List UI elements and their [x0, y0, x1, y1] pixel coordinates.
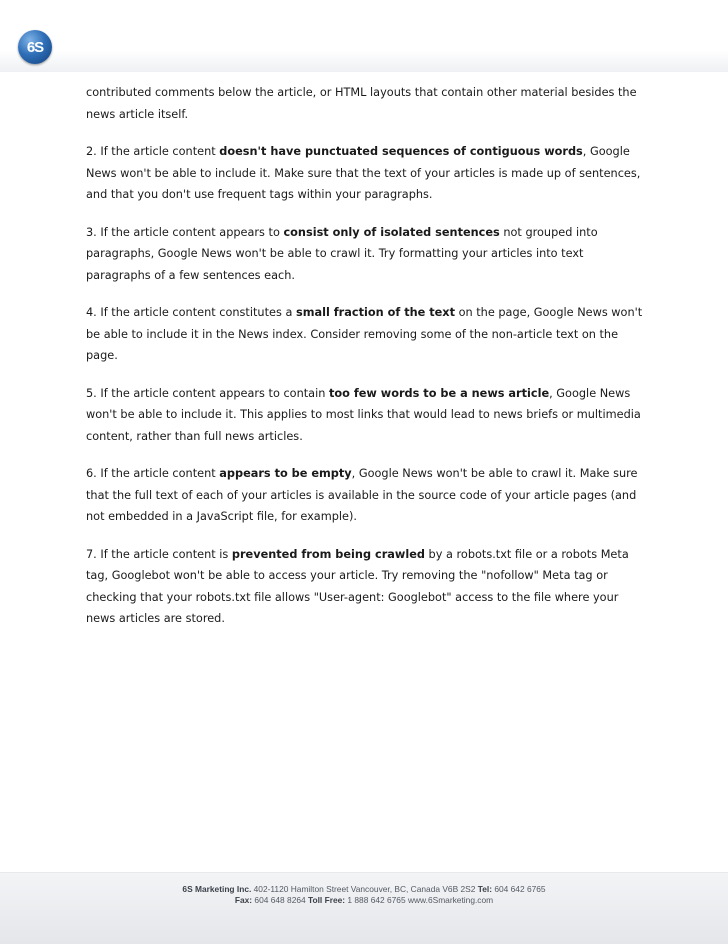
- company-logo: [18, 30, 52, 64]
- footer-fax: 604 648 8264: [252, 895, 308, 905]
- emphasis-text: prevented from being crawled: [231, 547, 425, 561]
- footer-fax-label: Fax:: [234, 895, 253, 905]
- logo-text: 6S: [26, 38, 44, 56]
- paragraph-text: contributed comments below the article, or HTML layouts that contain other material besides the news article itself.: [86, 86, 637, 121]
- paragraph-text: by a robots.txt file or a robots Meta tag, Googlebot won't be able to access your article. Try removing the "nofollow" Meta tag or checking that your robots.txt file allows "User-agent: Googlebot" access to the file where your news articles are stored.: [86, 547, 629, 625]
- footer-tel-label: Tel:: [477, 884, 493, 894]
- paragraph-6: [86, 463, 648, 528]
- footer-tollfree-label: Toll Free:: [308, 895, 346, 905]
- paragraph-4: [86, 302, 648, 367]
- paragraph-text: , Google News won't be able to crawl it. Make sure that the full text of each of your articles is available in the source code of your article pages (and not embedded in a JavaScript file, for example).: [86, 467, 638, 523]
- paragraph-text: 6. If the article content: [86, 467, 220, 480]
- emphasis-text: doesn't have punctuated sequences of contiguous words: [219, 145, 583, 158]
- paragraph-2: [86, 141, 648, 206]
- footer-address: 402-1120 Hamilton Street Vancouver, BC, Canada V6B 2S2: [251, 884, 478, 894]
- emphasis-text: appears to be empty: [219, 467, 352, 480]
- paragraph-1: [86, 82, 648, 125]
- paragraph-5: [86, 383, 648, 448]
- paragraph-text: , Google News won't be able to include it. This applies to most links that would lead to news briefs or multimedia content, rather than full news articles.: [86, 386, 641, 443]
- paragraph-3: [86, 222, 648, 287]
- paragraph-text: 7. If the article content is: [86, 547, 232, 561]
- document-body: [86, 82, 648, 646]
- paragraph-text: 3. If the article content appears to: [86, 225, 284, 239]
- footer-company: 6S Marketing Inc.: [182, 884, 252, 894]
- footer: [0, 884, 728, 906]
- paragraph-7: [86, 544, 648, 630]
- emphasis-text: small fraction of the text: [295, 306, 455, 319]
- paragraph-text: 2. If the article content: [86, 145, 220, 158]
- paragraph-text: 4. If the article content constitutes a: [86, 306, 296, 319]
- header-band: [0, 0, 728, 72]
- paragraph-text: on the page, Google News won't be able to include it in the News index. Consider removing some of the non-article text on the page.: [86, 306, 643, 362]
- footer-line-1: [0, 884, 728, 895]
- footer-tollfree: 1 888 642 6765 www.6Smarketing.com: [345, 895, 494, 905]
- footer-tel: 604 642 6765: [492, 884, 546, 894]
- paragraph-text: not grouped into paragraphs, Google News won't be able to crawl it. Try formatting your articles into text paragraphs of a few sentences each.: [86, 225, 598, 282]
- emphasis-text: too few words to be a news article: [328, 386, 550, 400]
- footer-band: [0, 872, 728, 944]
- paragraph-text: 5. If the article content appears to contain: [86, 386, 329, 400]
- footer-line-2: [0, 895, 728, 906]
- paragraph-text: , Google News won't be able to include it. Make sure that the text of your articles is made up of sentences, and that you don't use frequent tags within your paragraphs.: [86, 145, 641, 201]
- emphasis-text: consist only of isolated sentences: [283, 225, 500, 239]
